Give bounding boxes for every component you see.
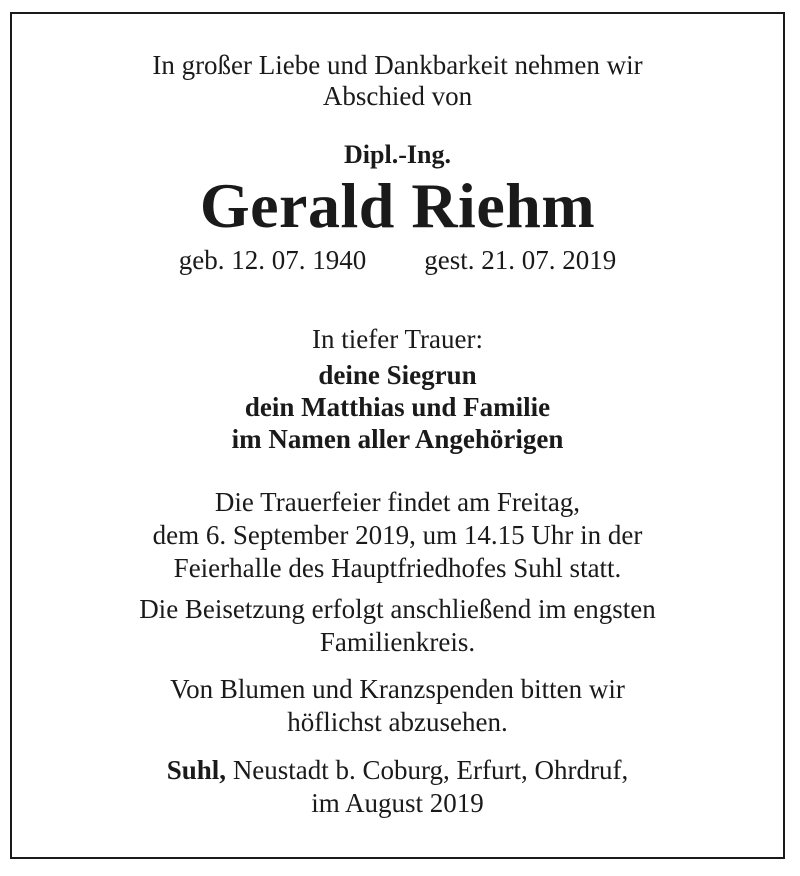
- intro-line: Abschied von: [322, 81, 473, 111]
- mourner-line: dein Matthias und Familie: [244, 392, 551, 422]
- burial-info: [12, 593, 783, 659]
- closing-date: im August 2019: [311, 788, 484, 818]
- burial-line: Die Beisetzung erfolgt anschließend im engsten: [139, 594, 656, 624]
- death-date: gest. 21. 07. 2019: [424, 245, 617, 275]
- intro-line: In großer Liebe und Dankbarkeit nehmen wir: [152, 50, 643, 80]
- obituary-notice: [12, 14, 783, 820]
- deceased-name: Gerald Riehm: [199, 170, 596, 241]
- burial-line: Familienkreis.: [319, 627, 476, 657]
- funeral-line: dem 6. September 2019, um 14.15 Uhr in der: [152, 520, 643, 550]
- funeral-info: [12, 486, 783, 585]
- flowers-request: [12, 673, 783, 739]
- other-places: Neustadt b. Coburg, Erfurt, Ohrdruf,: [232, 755, 629, 785]
- funeral-line: Feierhalle des Hauptfriedhofes Suhl statt.: [173, 553, 622, 583]
- mourners-list: [12, 359, 783, 455]
- places-line: [12, 754, 783, 787]
- flowers-line: Von Blumen und Kranzspenden bitten wir: [170, 674, 625, 704]
- birth-date: geb. 12. 07. 1940: [178, 245, 367, 275]
- mourning-label: In tiefer Trauer:: [312, 324, 483, 354]
- life-dates: [12, 244, 783, 276]
- academic-title: Dipl.-Ing.: [344, 140, 451, 169]
- intro-text: [12, 50, 783, 112]
- closing-places: [12, 754, 783, 820]
- mourner-line: deine Siegrun: [318, 360, 477, 390]
- mourner-line: im Namen aller Angehörigen: [231, 424, 564, 454]
- flowers-line: höflichst abzusehen.: [287, 707, 508, 737]
- funeral-line: Die Trauerfeier findet am Freitag,: [214, 487, 581, 517]
- main-place: Suhl,: [166, 755, 227, 785]
